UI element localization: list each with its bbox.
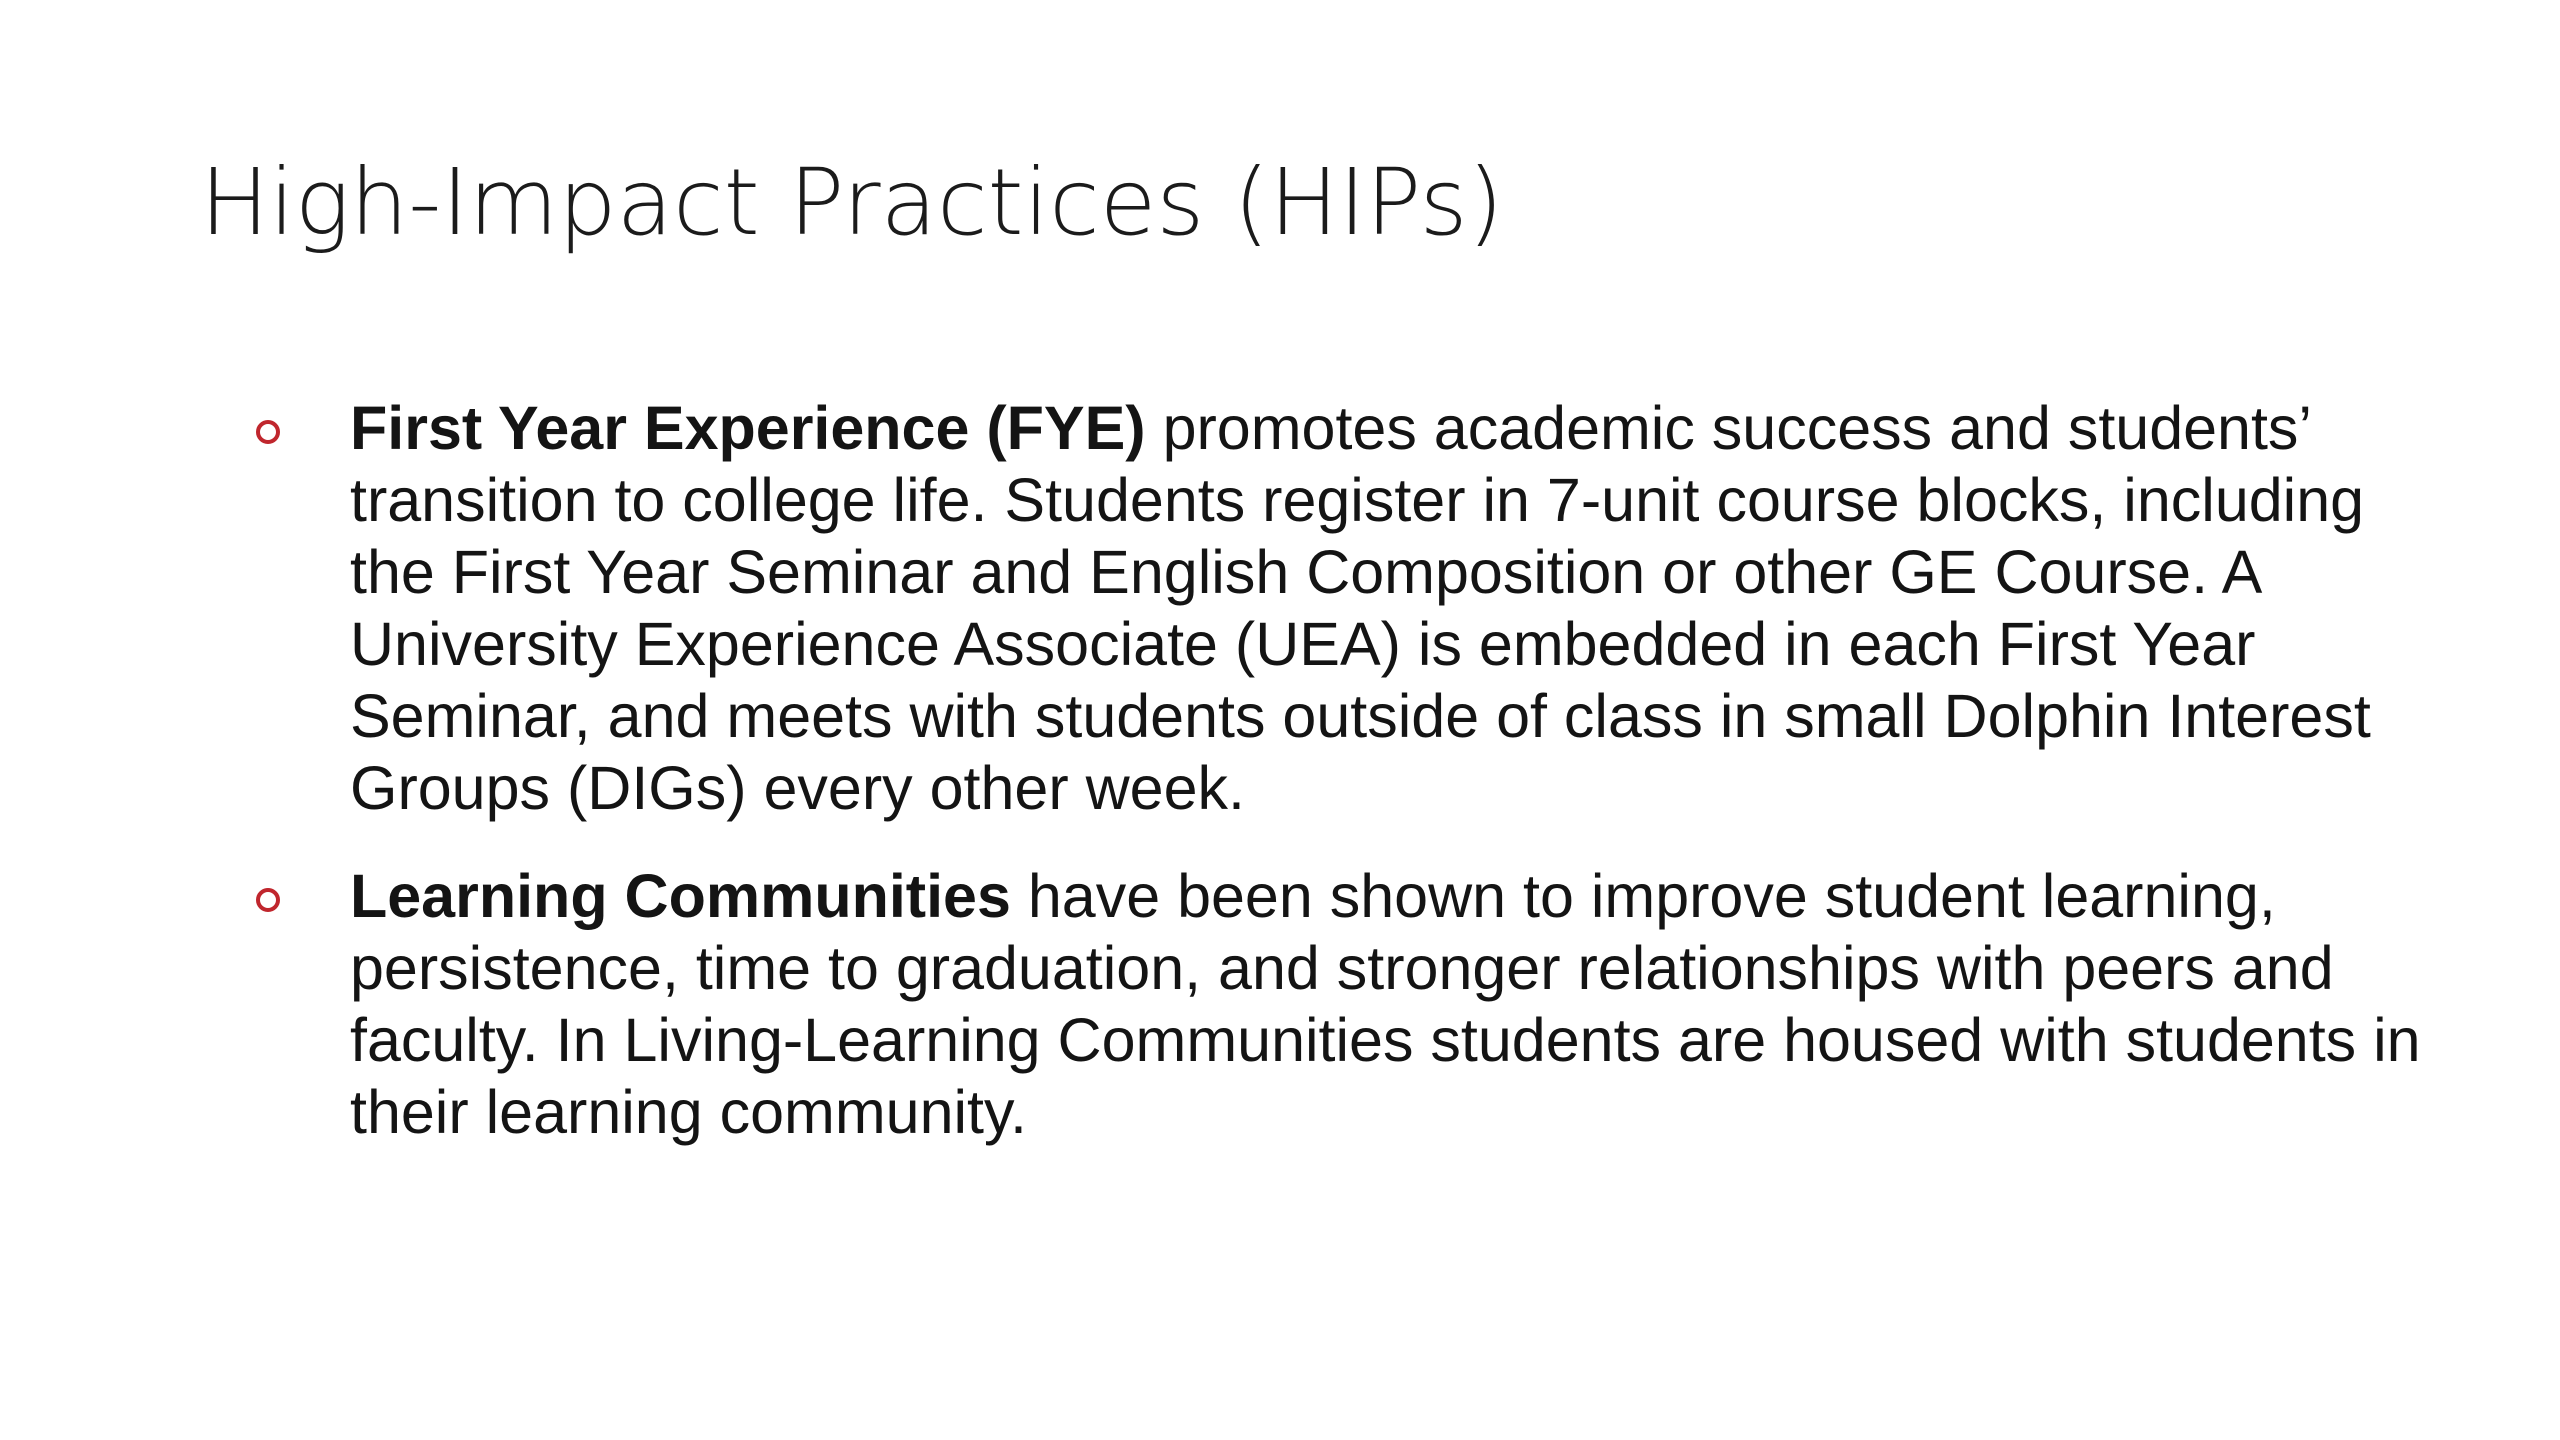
circle-bullet-icon [256,888,280,912]
bullet-learning-communities [250,860,2450,1148]
bullet-lead-text: Learning Communities [350,862,1011,930]
bullet-lead-text: First Year Experience (FYE) [350,394,1146,462]
slide-title: High-Impact Practices (HIPs) [200,149,1504,256]
circle-bullet-icon [256,420,280,444]
bullet-body-text: have been shown to improve student learning, persistence, time to graduation, and stronger relationships with peers and faculty. In Living-Learning Communities students are housed with students in their learning community. [350,862,2421,1146]
bullet-body-text: promotes academic success and students’ transition to college life. Students register in 7-unit course blocks, including the First Year Seminar and English Composition or other GE Course. A University Experience Associate (UEA) is embedded in each First Year Seminar, and meets with students outside of class in small Dolphin Interest Groups (DIGs) every other week. [350,394,2371,822]
bullet-list [250,392,2450,1184]
bullet-first-year-experience [250,392,2450,824]
